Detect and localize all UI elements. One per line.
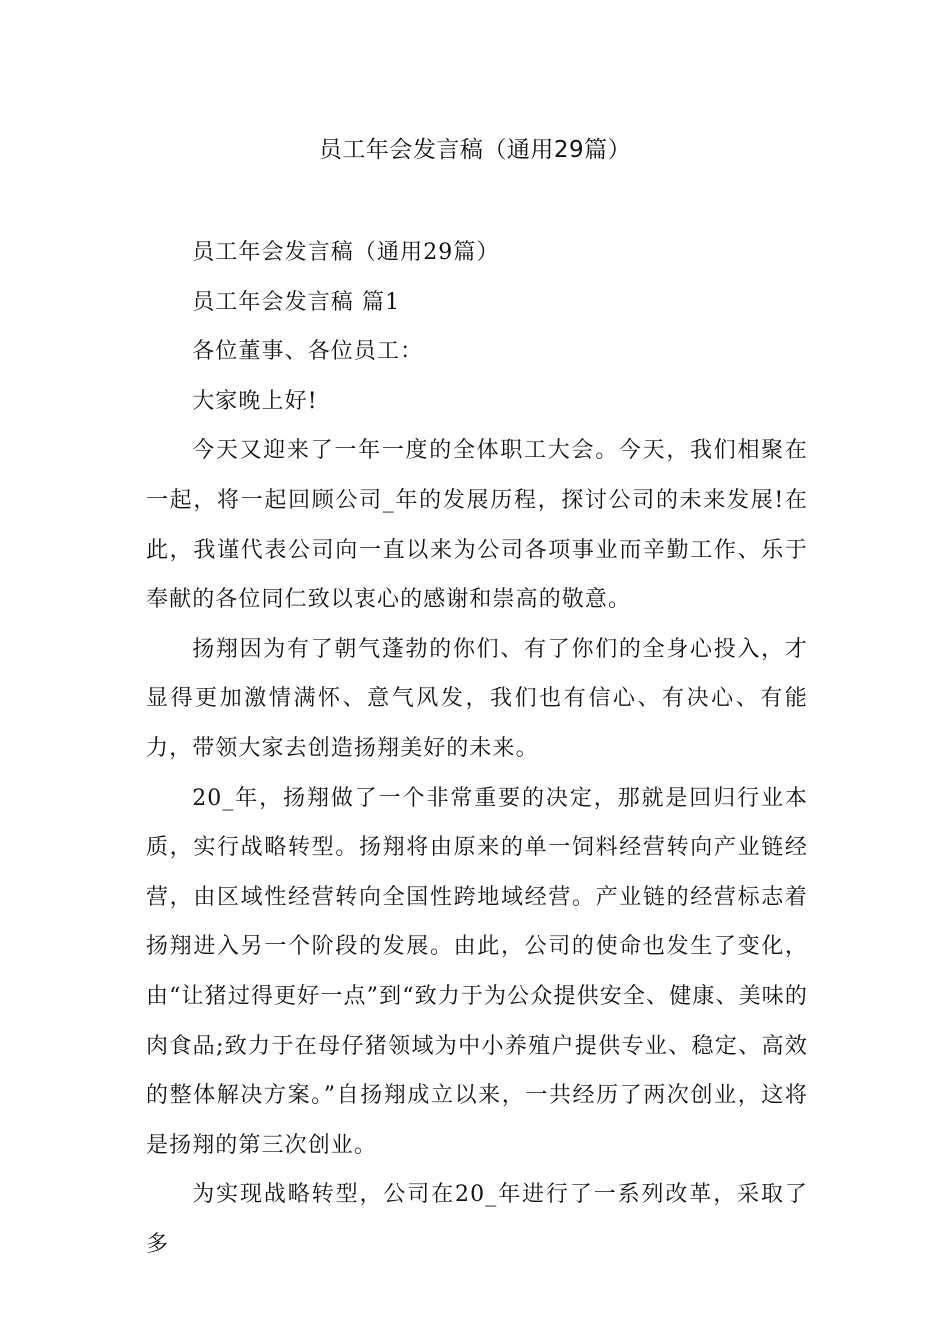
paragraph-body-1: 今天又迎来了一年一度的全体职工大会。今天，我们相聚在一起，将一起回顾公司_年的发展历程，探讨公司的未来发展!在此，我谨代表公司向一直以来为公司各项事业而辛勤工作、乐于奉献的各位同仁致以衷心的感谢和崇高的敬意。 bbox=[146, 438, 808, 613]
paragraph-body-2: 扬翔因为有了朝气蓬勃的你们、有了你们的全身心投入，才显得更加激情满怀、意气风发，我们也有信心、有决心、有能力，带领大家去创造扬翔美好的未来。 bbox=[146, 636, 808, 761]
paragraph-section-heading: 员工年会发言稿 篇1 bbox=[192, 289, 401, 315]
document-title: 员工年会发言稿（通用29篇） bbox=[318, 137, 632, 163]
paragraph-heading-title: 员工年会发言稿（通用29篇） bbox=[192, 240, 500, 265]
paragraph-body-3: 20_年，扬翔做了一个非常重要的决定，那就是回归行业本质，实行战略转型。扬翔将由原来的单一饲料经营转向产业链经营，由区域性经营转向全国性跨地域经营。产业链的经营标志着扬翔进入另一个阶段的发展。由此，公司的使命也发生了变化，由“让猪过得更好一点”到“致力于为公众提供安全、健康、美味的肉食品;致力于在母仔猪领域为中小养殖户提供专业、稳定、高效的整体解决方案。”自扬翔成立以来，一共经历了两次创业，这将是扬翔的第三次创业。 bbox=[146, 785, 808, 1158]
paragraph-body-4: 为实现战略转型，公司在20_年进行了一系列改革，采取了多 bbox=[146, 1182, 808, 1257]
paragraph-salutation: 各位董事、各位员工： bbox=[192, 339, 424, 365]
document-body bbox=[146, 228, 808, 1269]
paragraph-greeting: 大家晚上好! bbox=[192, 388, 318, 414]
